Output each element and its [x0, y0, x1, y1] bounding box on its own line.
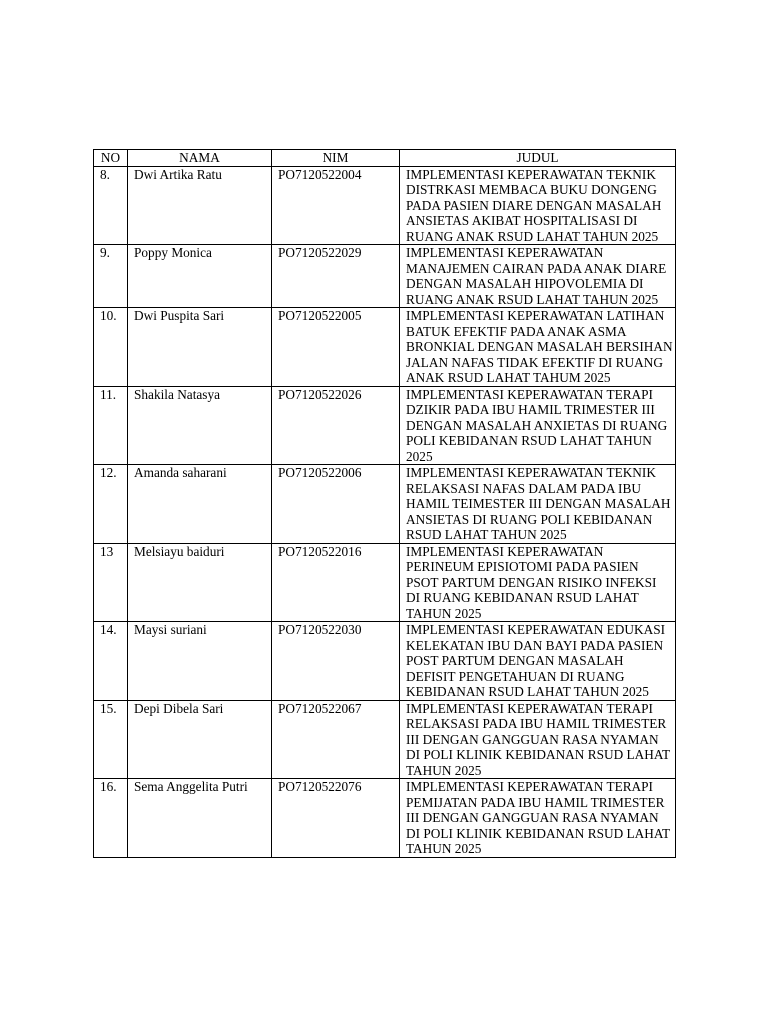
row-nama: Dwi Puspita Sari: [128, 308, 272, 387]
table-row: [94, 386, 676, 465]
row-nim: PO7120522004: [272, 166, 400, 245]
table-row: [94, 308, 676, 387]
row-judul: IMPLEMENTASI KEPERAWATAN MANAJEMEN CAIRAN PADA ANAK DIARE DENGAN MASALAH HIPOVOLEMIA DI RUANG ANAK RSUD LAHAT TAHUN 2025: [400, 245, 676, 308]
row-nim: PO7120522026: [272, 386, 400, 465]
row-no: 8.: [94, 166, 128, 245]
row-judul: IMPLEMENTASI KEPERAWATAN TERAPI DZIKIR PADA IBU HAMIL TRIMESTER III DENGAN MASALAH ANXIETAS DI RUANG POLI KEBIDANAN RSUD LAHAT TAHUN 2025: [400, 386, 676, 465]
student-title-table: [93, 149, 676, 858]
row-nama: Amanda saharani: [128, 465, 272, 544]
row-nama: Depi Dibela Sari: [128, 700, 272, 779]
table-row: [94, 543, 676, 622]
row-nim: PO7120522076: [272, 779, 400, 858]
row-nim: PO7120522067: [272, 700, 400, 779]
row-no: 12.: [94, 465, 128, 544]
table-row: [94, 245, 676, 308]
row-nama: Shakila Natasya: [128, 386, 272, 465]
table-row: [94, 622, 676, 701]
row-judul: IMPLEMENTASI KEPERAWATAN TEKNIK RELAKSASI NAFAS DALAM PADA IBU HAMIL TEIMESTER III DENGAN MASALAH ANSIETAS DI RUANG POLI KEBIDANAN RSUD LAHAT TAHUN 2025: [400, 465, 676, 544]
row-judul: IMPLEMENTASI KEPERAWATAN TERAPI RELAKSASI PADA IBU HAMIL TRIMESTER III DENGAN GANGGUAN RASA NYAMAN DI POLI KLINIK KEBIDANAN RSUD LAHAT TAHUN 2025: [400, 700, 676, 779]
table-row: [94, 779, 676, 858]
row-nim: PO7120522016: [272, 543, 400, 622]
row-judul: IMPLEMENTASI KEPERAWATAN EDUKASI KELEKATAN IBU DAN BAYI PADA PASIEN POST PARTUM DENGAN MASALAH DEFISIT PENGETAHUAN DI RUANG KEBIDANAN RSUD LAHAT TAHUN 2025: [400, 622, 676, 701]
row-no: 14.: [94, 622, 128, 701]
row-nama: Melsiayu baiduri: [128, 543, 272, 622]
table-header: [94, 150, 676, 167]
row-judul: IMPLEMENTASI KEPERAWATAN TERAPI PEMIJATAN PADA IBU HAMIL TRIMESTER III DENGAN GANGGUAN RASA NYAMAN DI POLI KLINIK KEBIDANAN RSUD LAHAT TAHUN 2025: [400, 779, 676, 858]
table-body: [94, 166, 676, 857]
header-row: [94, 150, 676, 167]
header-judul: JUDUL: [400, 150, 676, 167]
row-no: 15.: [94, 700, 128, 779]
row-nama: Dwi Artika Ratu: [128, 166, 272, 245]
row-no: 13: [94, 543, 128, 622]
row-nama: Poppy Monica: [128, 245, 272, 308]
header-nim: NIM: [272, 150, 400, 167]
row-nim: PO7120522005: [272, 308, 400, 387]
row-nim: PO7120522029: [272, 245, 400, 308]
header-nama: NAMA: [128, 150, 272, 167]
table-row: [94, 166, 676, 245]
row-no: 16.: [94, 779, 128, 858]
row-no: 10.: [94, 308, 128, 387]
row-no: 9.: [94, 245, 128, 308]
row-judul: IMPLEMENTASI KEPERAWATAN PERINEUM EPISIOTOMI PADA PASIEN PSOT PARTUM DENGAN RISIKO INFEKSI DI RUANG KEBIDANAN RSUD LAHAT TAHUN 2025: [400, 543, 676, 622]
row-nim: PO7120522030: [272, 622, 400, 701]
header-no: NO: [94, 150, 128, 167]
row-judul: IMPLEMENTASI KEPERAWATAN LATIHAN BATUK EFEKTIF PADA ANAK ASMA BRONKIAL DENGAN MASALAH BERSIHAN JALAN NAFAS TIDAK EFEKTIF DI RUANG ANAK RSUD LAHAT TAHUM 2025: [400, 308, 676, 387]
row-nim: PO7120522006: [272, 465, 400, 544]
row-judul: IMPLEMENTASI KEPERAWATAN TEKNIK DISTRKASI MEMBACA BUKU DONGENG PADA PASIEN DIARE DENGAN MASALAH ANSIETAS AKIBAT HOSPITALISASI DI RUANG ANAK RSUD LAHAT TAHUN 2025: [400, 166, 676, 245]
row-nama: Maysi suriani: [128, 622, 272, 701]
row-no: 11.: [94, 386, 128, 465]
table-row: [94, 465, 676, 544]
row-nama: Sema Anggelita Putri: [128, 779, 272, 858]
table-row: [94, 700, 676, 779]
